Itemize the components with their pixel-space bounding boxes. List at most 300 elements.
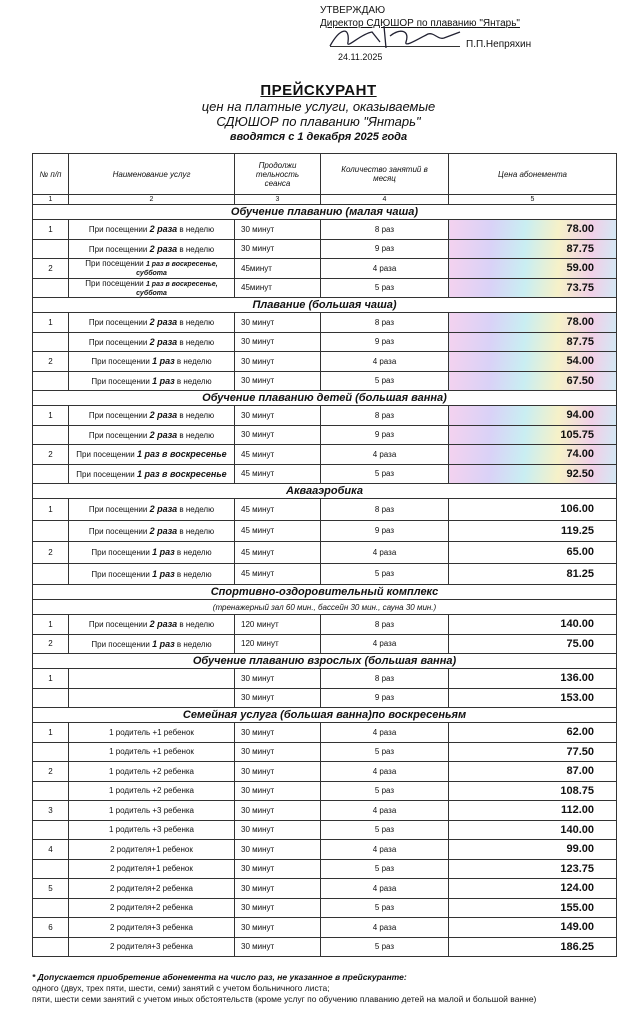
service-name [69,313,235,333]
session-duration: 30 минут [235,840,321,860]
signature-line [240,32,630,51]
service-period: в неделю [179,526,215,536]
subscription-price: 67.50 [449,371,617,391]
service-name-text: 2 родителя+3 ребенка [110,922,193,932]
row-number: 3 [33,801,69,821]
subscription-price: 124.00 [449,879,617,899]
subscription-price: 77.50 [449,742,617,762]
service-name-text: 2 родителя+2 ребенка [110,903,193,913]
session-duration: 45 минут [235,520,321,542]
section-subtitle: (тренажерный зал 60 мин., бассейн 30 мин., сауна 30 мин.) [33,600,617,615]
service-frequency: 2 раза [149,429,178,440]
subscription-price: 65.00 [449,542,617,564]
service-name [69,918,235,938]
col-number: 5 [449,195,617,205]
table-row [33,859,617,879]
header-service: Наименование услуг [69,154,235,195]
footer-notes [32,972,632,1005]
service-period: в неделю [179,411,215,421]
service-frequency: 1 раз [152,568,175,579]
sessions-per-month: 9 раз [321,332,449,352]
signature [330,32,460,47]
table-row [33,542,617,564]
session-duration: 30 минут [235,723,321,743]
service-frequency: 1 раз в воскресенье, [145,280,218,288]
service-name [69,499,235,521]
service-period: в неделю [179,318,215,328]
sessions-per-month: 4 раза [321,259,449,279]
service-period: в неделю [179,620,215,630]
row-number: 2 [33,762,69,782]
service-name-text: При посещении [88,411,148,421]
service-name-text: При посещении [76,469,135,479]
row-number: 2 [33,634,69,654]
header-count-part: Количество занятий в [341,165,428,174]
row-number: 1 [33,499,69,521]
sessions-per-month: 5 раз [321,937,449,957]
header-count-part: месяц [373,174,396,183]
row-number: 2 [33,259,69,279]
sessions-per-month: 4 раза [321,918,449,938]
service-frequency: 2 раза [149,504,178,515]
table-row [33,820,617,840]
sessions-per-month: 5 раз [321,859,449,879]
table-row [33,464,617,484]
service-name-text: При посещении [88,505,148,515]
row-number: 1 [33,313,69,333]
subscription-price: 136.00 [449,669,617,689]
sessions-per-month: 8 раз [321,669,449,689]
service-period: суббота [136,270,167,278]
sessions-per-month: 5 раз [321,371,449,391]
service-frequency: 1 раз в воскресенье, [145,261,218,269]
row-number [33,937,69,957]
service-name-text: 1 родитель +3 ребенка [109,825,194,835]
sessions-per-month: 8 раз [321,615,449,635]
service-period: в неделю [176,376,212,386]
subscription-price: 112.00 [449,801,617,821]
session-duration: 30 минут [235,742,321,762]
sessions-per-month: 4 раза [321,723,449,743]
table-row [33,220,617,240]
service-period: в неделю [176,357,212,367]
section-header [33,654,617,669]
session-duration: 30 минут [235,688,321,708]
service-name-text: При посещении [91,569,150,579]
subscription-price: 140.00 [449,615,617,635]
sessions-per-month: 9 раз [321,520,449,542]
service-name [69,801,235,821]
header-num: № п/п [33,154,69,195]
service-name [69,615,235,635]
row-number [33,278,69,298]
section-header [33,205,617,220]
approval-block [240,4,630,64]
section-subtitle-row [33,600,617,615]
sessions-per-month: 5 раз [321,278,449,298]
service-name [69,859,235,879]
sessions-per-month: 4 раза [321,840,449,860]
service-name-text: 1 родитель +2 ребенка [109,766,194,776]
table-row [33,742,617,762]
section-title: Спортивно-оздоровительный комплекс [33,585,617,600]
service-name [69,937,235,957]
service-name [69,762,235,782]
section-title: Плавание (большая чаша) [33,298,617,313]
subscription-price: 105.75 [449,425,617,445]
row-number [33,464,69,484]
service-frequency: 1 раз в воскресенье [136,449,227,460]
table-row [33,332,617,352]
service-name-text: При посещении [91,639,150,649]
session-duration: 120 минут [235,615,321,635]
table-row [33,445,617,465]
col-number: 3 [235,195,321,205]
row-number [33,859,69,879]
row-number [33,332,69,352]
service-period: в неделю [176,639,212,649]
sessions-per-month: 9 раз [321,239,449,259]
title-line2: цен на платные услуги, оказываемые [201,99,436,114]
service-name [69,634,235,654]
session-duration: 30 минут [235,918,321,938]
section-title: Аквааэробика [33,484,617,499]
row-number: 2 [33,352,69,372]
sessions-per-month: 5 раз [321,742,449,762]
header-price: Цена абонемента [449,154,617,195]
session-duration: 45 минут [235,445,321,465]
service-name-text: 1 родитель +3 ребенка [109,805,194,815]
subscription-price: 87.00 [449,762,617,782]
sessions-per-month: 5 раз [321,898,449,918]
session-duration: 30 минут [235,801,321,821]
service-frequency: 1 раз [152,547,175,558]
section-header [33,585,617,600]
sessions-per-month: 4 раза [321,879,449,899]
subscription-price: 62.00 [449,723,617,743]
session-duration: 30 минут [235,332,321,352]
document-title [0,82,637,143]
subscription-price: 87.75 [449,239,617,259]
sessions-per-month: 8 раз [321,313,449,333]
service-frequency: 2 раза [149,410,178,421]
service-period: суббота [136,289,167,297]
table-row [33,278,617,298]
price-table [32,153,617,957]
service-name-text: 1 родитель +1 ребенок [109,747,194,757]
table-row [33,898,617,918]
service-name-text: При посещении [91,548,150,558]
service-frequency: 2 раза [149,243,178,254]
table-row [33,259,617,279]
table-row [33,762,617,782]
approval-date: 24.11.2025 [338,52,383,62]
table-row [33,313,617,333]
subscription-price: 140.00 [449,820,617,840]
subscription-price: 149.00 [449,918,617,938]
header-count [321,154,449,195]
service-frequency: 1 раз в воскресенье [136,468,227,479]
service-name [69,898,235,918]
header-duration-part: тельность [255,169,300,179]
service-name-text: 2 родителя+1 ребенок [110,844,193,854]
service-name [69,542,235,564]
row-number: 6 [33,918,69,938]
subscription-price: 99.00 [449,840,617,860]
row-number [33,239,69,259]
service-name [69,464,235,484]
service-name-text: При посещении [88,620,148,630]
row-number [33,898,69,918]
col-number: 1 [33,195,69,205]
row-number [33,742,69,762]
subscription-price: 92.50 [449,464,617,484]
sessions-per-month: 9 раз [321,425,449,445]
table-row [33,352,617,372]
service-period: в неделю [179,430,215,440]
service-name-text: 1 родитель +1 ребенок [109,727,194,737]
subscription-price: 75.00 [449,634,617,654]
row-number: 1 [33,615,69,635]
row-number [33,688,69,708]
session-duration: 30 минут [235,313,321,333]
service-frequency: 2 раза [149,619,178,630]
session-duration: 30 минут [235,898,321,918]
table-row [33,688,617,708]
table-row [33,669,617,689]
subscription-price: 153.00 [449,688,617,708]
session-duration: 120 минут [235,634,321,654]
row-number: 1 [33,669,69,689]
subscription-price: 74.00 [449,445,617,465]
service-name-text: При посещении [88,244,148,254]
service-frequency: 1 раз [152,356,175,367]
section-title: Обучение плаванию (малая чаша) [33,205,617,220]
subscription-price: 81.25 [449,563,617,585]
sessions-per-month: 4 раза [321,801,449,821]
section-header [33,708,617,723]
footer-line2: пяти, шести семи занятий с учетом иных обстоятельств (кроме услуг по обучению плаванию детей на малой и большой ванне) [32,994,537,1004]
session-duration: 45минут [235,278,321,298]
session-duration: 30 минут [235,669,321,689]
sessions-per-month: 8 раз [321,406,449,426]
row-number [33,563,69,585]
sessions-per-month: 4 раза [321,762,449,782]
header-duration-part: Продолжи [258,160,297,170]
sessions-per-month: 4 раза [321,542,449,564]
service-frequency: 2 раза [149,224,178,235]
service-name-text: 1 родитель +2 ребенка [109,786,194,796]
section-title: Обучение плаванию взрослых (большая ванна) [33,654,617,669]
session-duration: 45 минут [235,542,321,564]
service-name [69,781,235,801]
subscription-price: 108.75 [449,781,617,801]
service-period: в неделю [176,569,212,579]
service-name [69,352,235,372]
service-name [69,332,235,352]
service-period: в неделю [179,225,215,235]
service-name [69,425,235,445]
service-name-text: 2 родителя+2 ребенка [110,883,193,893]
section-header [33,298,617,313]
title-main: ПРЕЙСКУРАНТ [260,82,377,99]
table-row [33,563,617,585]
sessions-per-month: 4 раза [321,445,449,465]
approval-position: Директор СДЮШОР по плаванию "Янтарь" [320,18,520,29]
sessions-per-month: 9 раз [321,688,449,708]
table-row [33,918,617,938]
session-duration: 45 минут [235,464,321,484]
service-frequency: 2 раза [149,525,178,536]
row-number: 5 [33,879,69,899]
col-number: 4 [321,195,449,205]
sessions-per-month: 8 раз [321,499,449,521]
service-period: в неделю [179,337,215,347]
service-name-text: При посещении [91,376,150,386]
subscription-price: 94.00 [449,406,617,426]
session-duration: 30 минут [235,239,321,259]
subscription-price: 54.00 [449,352,617,372]
session-duration: 30 минут [235,879,321,899]
row-number: 2 [33,542,69,564]
service-name-text: При посещении [88,526,148,536]
subscription-price: 78.00 [449,313,617,333]
table-row [33,840,617,860]
table-row [33,615,617,635]
session-duration: 30 минут [235,762,321,782]
session-duration: 30 минут [235,352,321,372]
row-number: 1 [33,406,69,426]
session-duration: 45 минут [235,499,321,521]
director-name: П.П.Непряхин [466,39,532,50]
row-number [33,781,69,801]
session-duration: 45 минут [235,563,321,585]
service-period: в неделю [176,548,212,558]
service-name [69,840,235,860]
service-name [69,742,235,762]
subscription-price: 106.00 [449,499,617,521]
service-name [69,406,235,426]
service-name-text: При посещении [88,225,148,235]
subscription-price: 87.75 [449,332,617,352]
sessions-per-month: 5 раз [321,820,449,840]
service-name [69,278,235,298]
session-duration: 30 минут [235,371,321,391]
row-number: 2 [33,445,69,465]
session-duration: 30 минут [235,220,321,240]
subscription-price: 73.75 [449,278,617,298]
subscription-price: 119.25 [449,520,617,542]
row-number [33,520,69,542]
approval-label: УТВЕРЖДАЮ [320,5,386,16]
sessions-per-month: 5 раз [321,563,449,585]
table-row [33,723,617,743]
column-number-row [33,195,617,205]
section-header [33,484,617,499]
table-row [33,801,617,821]
sessions-per-month: 4 раза [321,634,449,654]
session-duration: 30 минут [235,406,321,426]
service-name [69,723,235,743]
row-number [33,820,69,840]
row-number: 4 [33,840,69,860]
service-name [69,259,235,279]
section-header [33,391,617,406]
service-name-text: При посещении [85,278,144,288]
table-row [33,634,617,654]
service-name-text: При посещении [88,430,148,440]
table-body [33,205,617,957]
col-number: 2 [69,195,235,205]
service-period: в неделю [179,505,215,515]
service-name-text: При посещении [88,318,148,328]
row-number [33,371,69,391]
row-number: 1 [33,723,69,743]
service-name-text: При посещении [85,259,144,269]
service-name [69,520,235,542]
subscription-price: 123.75 [449,859,617,879]
session-duration: 30 минут [235,781,321,801]
title-line3: СДЮШОР по плаванию "Янтарь" [216,114,421,129]
session-duration: 30 минут [235,425,321,445]
service-name [69,563,235,585]
service-name [69,669,235,689]
service-name [69,445,235,465]
subscription-price: 155.00 [449,898,617,918]
service-name [69,820,235,840]
service-name [69,371,235,391]
header-duration [235,154,321,195]
row-number [33,425,69,445]
service-name [69,879,235,899]
service-name-text: 2 родителя+3 ребенка [110,942,193,952]
session-duration: 45минут [235,259,321,279]
footer-note: * Допускается приобретение абонемента на число раз, не указанное в прейскуранте: [32,972,407,982]
sessions-per-month: 5 раз [321,464,449,484]
signature-icon [310,20,480,54]
service-frequency: 2 раза [149,336,178,347]
sessions-per-month: 4 раза [321,352,449,372]
table-row [33,425,617,445]
service-frequency: 1 раз [152,375,175,386]
row-number: 1 [33,220,69,240]
service-name-text: При посещении [76,450,135,460]
sessions-per-month: 8 раз [321,220,449,240]
table-row [33,937,617,957]
table-header-row [33,154,617,195]
session-duration: 30 минут [235,859,321,879]
service-name [69,688,235,708]
service-frequency: 1 раз [152,638,175,649]
table-row [33,371,617,391]
header-duration-part: сеанса [264,178,291,188]
session-duration: 30 минут [235,820,321,840]
session-duration: 30 минут [235,937,321,957]
service-frequency: 2 раза [149,317,178,328]
service-name [69,239,235,259]
table-row [33,406,617,426]
title-line4: вводятся с 1 декабря 2025 года [229,131,408,143]
table-row [33,879,617,899]
table-row [33,520,617,542]
section-title: Семейная услуга (большая ванна)по воскресеньям [33,708,617,723]
footer-line1: одного (двух, трех пяти, шести, семи) занятий с учетом больничного листа; [32,983,330,993]
sessions-per-month: 5 раз [321,781,449,801]
table-row [33,499,617,521]
service-name-text: При посещении [91,357,150,367]
subscription-price: 59.00 [449,259,617,279]
service-name-text: 2 родителя+1 ребенок [110,864,193,874]
